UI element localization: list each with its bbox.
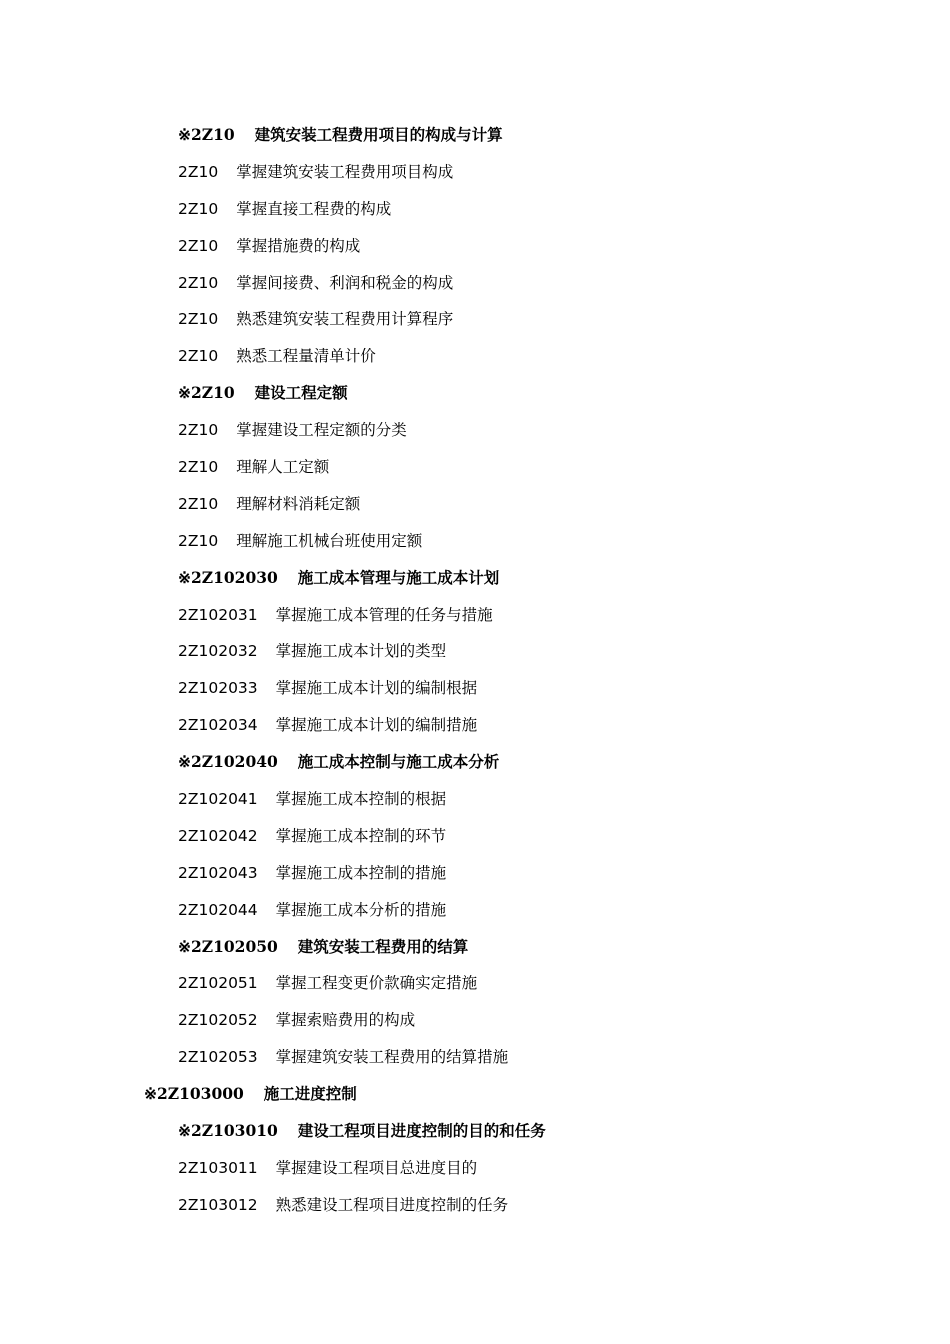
document-body	[0, 117, 950, 1224]
section-heading	[0, 744, 950, 781]
item-code: 2Z103012	[178, 1195, 258, 1214]
item-code: ※2Z102030	[178, 567, 278, 587]
outline-item	[0, 301, 950, 338]
outline-item	[0, 781, 950, 818]
item-code: 2Z102033	[178, 679, 258, 698]
outline-item	[0, 1002, 950, 1039]
item-text: 掌握施工成本控制的措施	[275, 863, 447, 882]
item-text: 掌握施工成本计划的编制措施	[275, 716, 478, 735]
outline-item	[0, 191, 950, 228]
item-code: 2Z102031	[178, 605, 258, 624]
item-code: 2Z102043	[178, 863, 258, 882]
item-text: 施工成本管理与施工成本计划	[297, 567, 500, 587]
item-code: 2Z102051	[178, 974, 258, 993]
outline-item	[0, 633, 950, 670]
item-text: 掌握建设工程定额的分类	[236, 421, 407, 440]
item-code: ※2Z102050	[178, 936, 278, 956]
item-text: 建设工程定额	[254, 383, 348, 403]
item-text: 掌握间接费、利润和税金的构成	[236, 273, 454, 292]
outline-item	[0, 1187, 950, 1224]
item-text: 建筑安装工程费用项目的构成与计算	[254, 125, 503, 144]
item-code: ※2Z10	[178, 383, 235, 403]
item-text: 掌握工程变更价款确实定措施	[275, 974, 478, 993]
item-text: 建筑安装工程费用的结算	[297, 936, 469, 956]
item-code: 2Z102034	[178, 716, 258, 735]
item-text: 理解人工定额	[236, 458, 330, 477]
item-code: 2Z10	[178, 236, 219, 255]
item-code: 2Z10	[178, 531, 219, 550]
item-code: 2Z102041	[178, 790, 258, 809]
section-heading	[0, 1113, 950, 1150]
item-text: 掌握措施费的构成	[236, 236, 361, 255]
outline-item	[0, 597, 950, 634]
item-text: 施工成本控制与施工成本分析	[297, 752, 500, 772]
item-text: 施工进度控制	[263, 1084, 357, 1104]
item-code: ※2Z102040	[178, 752, 278, 772]
item-code: 2Z102032	[178, 642, 258, 661]
outline-item	[0, 855, 950, 892]
outline-item	[0, 154, 950, 191]
outline-item	[0, 1039, 950, 1076]
item-code: ※2Z103000	[144, 1084, 244, 1104]
outline-item	[0, 265, 950, 302]
item-code: 2Z103011	[178, 1158, 258, 1177]
item-code: 2Z102052	[178, 1011, 258, 1030]
section-heading	[0, 117, 950, 154]
item-text: 熟悉建设工程项目进度控制的任务	[275, 1195, 509, 1214]
item-text: 掌握索赔费用的构成	[275, 1011, 416, 1030]
item-code: 2Z10	[178, 347, 219, 366]
item-text: 掌握施工成本计划的类型	[275, 642, 447, 661]
item-text: 掌握施工成本计划的编制根据	[275, 679, 478, 698]
item-code: 2Z10	[178, 162, 219, 181]
outline-item	[0, 1150, 950, 1187]
item-text: 掌握施工成本分析的措施	[275, 900, 447, 919]
item-code: 2Z102053	[178, 1048, 258, 1067]
section-heading	[0, 375, 950, 412]
section-heading	[0, 929, 950, 966]
outline-item	[0, 338, 950, 375]
item-code: 2Z10	[178, 199, 219, 218]
item-text: 掌握施工成本控制的根据	[275, 790, 447, 809]
item-text: 理解材料消耗定额	[236, 494, 361, 513]
item-code: 2Z102044	[178, 900, 258, 919]
item-text: 熟悉建筑安装工程费用计算程序	[236, 310, 454, 329]
outline-item	[0, 486, 950, 523]
item-text: 掌握施工成本控制的环节	[275, 826, 447, 845]
item-code: 2Z10	[178, 458, 219, 477]
item-code: 2Z10	[178, 421, 219, 440]
section-heading	[0, 560, 950, 597]
outline-item	[0, 670, 950, 707]
outline-item	[0, 818, 950, 855]
section-heading	[0, 1076, 950, 1113]
item-code: ※2Z103010	[178, 1121, 278, 1141]
item-code: 2Z10	[178, 494, 219, 513]
item-code: 2Z10	[178, 273, 219, 292]
outline-item	[0, 965, 950, 1002]
outline-item	[0, 892, 950, 929]
outline-item	[0, 228, 950, 265]
item-text: 理解施工机械台班使用定额	[236, 531, 423, 550]
item-text: 掌握建筑安装工程费用的结算措施	[275, 1048, 509, 1067]
item-text: 建设工程项目进度控制的目的和任务	[297, 1121, 546, 1141]
outline-item	[0, 707, 950, 744]
item-text: 掌握施工成本管理的任务与措施	[275, 605, 493, 624]
item-code: 2Z102042	[178, 826, 258, 845]
item-text: 掌握建筑安装工程费用项目构成	[236, 162, 454, 181]
item-code: 2Z10	[178, 310, 219, 329]
item-text: 掌握建设工程项目总进度目的	[275, 1158, 478, 1177]
item-code: ※2Z10	[178, 125, 235, 144]
outline-item	[0, 523, 950, 560]
outline-item	[0, 412, 950, 449]
item-text: 熟悉工程量清单计价	[236, 347, 376, 366]
item-text: 掌握直接工程费的构成	[236, 199, 392, 218]
outline-item	[0, 449, 950, 486]
